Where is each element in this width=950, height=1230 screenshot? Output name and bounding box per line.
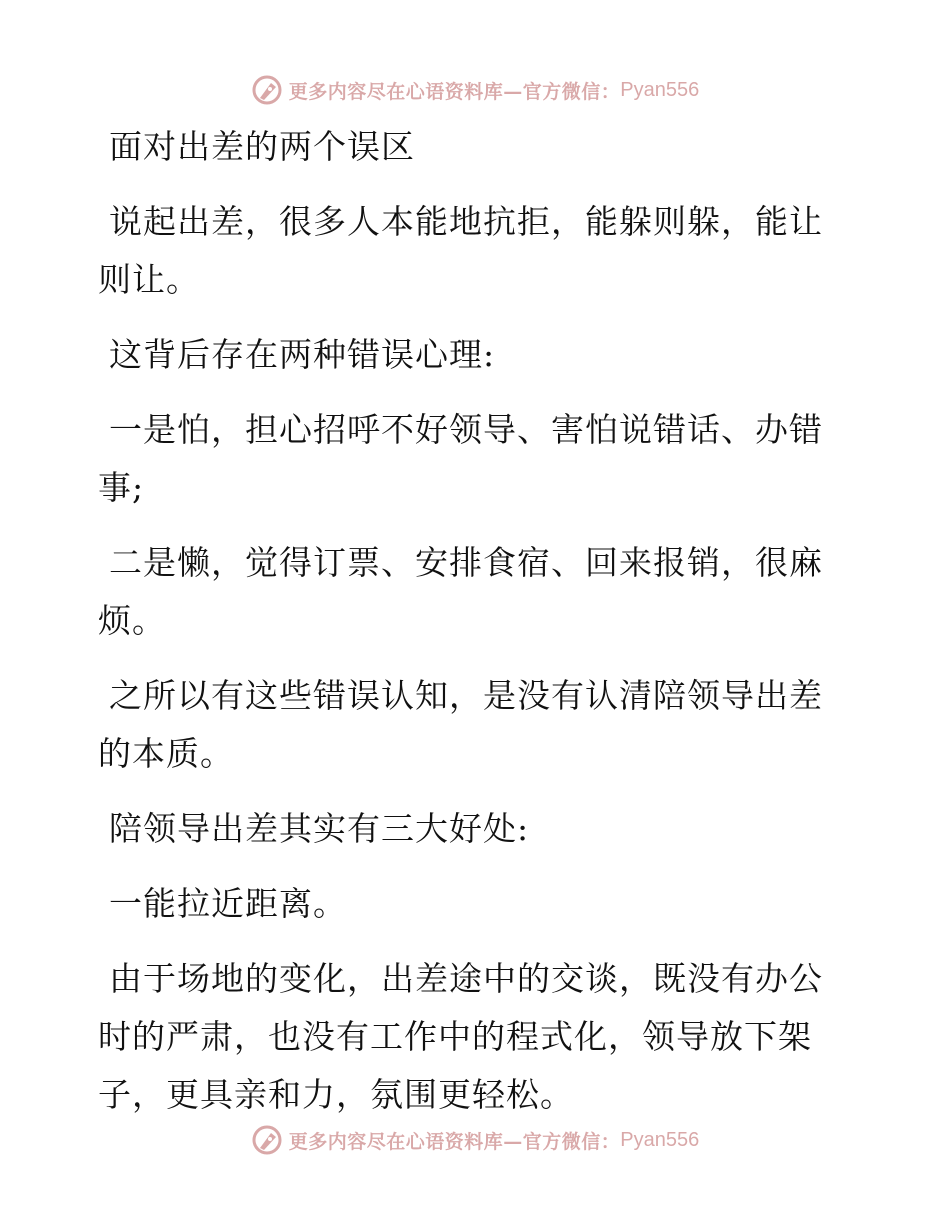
paragraph: 说起出差，很多人本能地抗拒，能躲则躲，能让则让。 [98,202,823,299]
section-heading: 面对出差的两个误区 [109,127,415,166]
paragraph: 陪领导出差其实有三大好处: [109,809,530,848]
paragraph: 这背后存在两种错误心理: [109,335,496,374]
footer-watermark [0,1120,950,1160]
pen-nib-logo-icon [251,74,283,106]
watermark-text: 更多内容尽在心语资料库—官方微信： [288,80,621,103]
header-watermark [0,70,950,110]
watermark-text: 更多内容尽在心语资料库—官方微信： [288,1130,621,1153]
paragraph: 一是怕，担心招呼不好领导、害怕说错话、办错事; [98,410,823,507]
pen-nib-logo-icon [251,1124,283,1156]
paragraph: 一能拉近距离。 [109,884,347,923]
paragraph: 由于场地的变化，出差途中的交谈，既没有办公时的严肃，也没有工作中的程式化，领导放下架子，更具亲和力，氛围更轻松。 [98,959,823,1114]
paragraph: 之所以有这些错误认知，是没有认清陪领导出差的本质。 [98,676,823,773]
paragraph: 二是懒，觉得订票、安排食宿、回来报销，很麻烦。 [98,543,823,640]
watermark-wechat-id: Pyan556 [620,78,700,101]
watermark-wechat-id: Pyan556 [620,1128,700,1151]
document-body [98,118,838,1141]
